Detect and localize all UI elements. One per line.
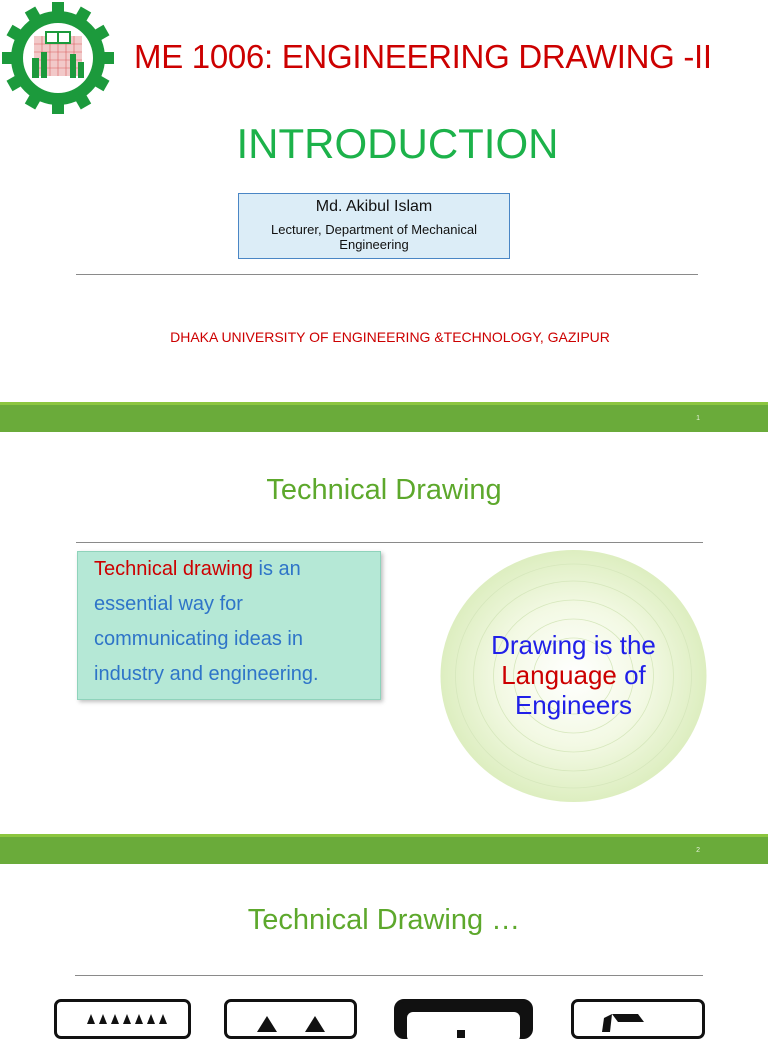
peaks-icon: [227, 1002, 354, 1042]
definition-highlight: Technical drawing: [94, 558, 253, 580]
slide-title: Technical Drawing: [266, 474, 502, 506]
circle-line-2: [440, 660, 707, 690]
definition-rest: is an essential way for communicating ideas in industry and engineering.: [94, 558, 319, 685]
duet-logo-icon: [2, 2, 114, 114]
university-name: DHAKA UNIVERSITY OF ENGINEERING &TECHNOLOGY, GAZIPUR: [170, 329, 610, 345]
page-number: 1: [696, 415, 700, 422]
circle-line-1: Drawing is the: [491, 630, 656, 660]
divider: [76, 274, 698, 275]
slide-footer-bar: [0, 834, 768, 864]
triangles-row-icon: [57, 1002, 188, 1042]
slide-footer-bar: [0, 402, 768, 432]
divider: [76, 542, 703, 543]
definition-box: [77, 551, 381, 700]
circle-text: [440, 630, 707, 720]
divider: [75, 975, 703, 976]
circle-highlight: Language: [501, 660, 617, 690]
author-name: Md. Akibul Islam: [315, 198, 433, 215]
dark-panel-icon: [397, 1002, 530, 1042]
author-box: [238, 193, 510, 259]
definition-text: [94, 552, 370, 692]
symbol-icon-peaks: [224, 999, 357, 1039]
page-number: 2: [696, 847, 700, 854]
circle-of: of: [616, 660, 646, 690]
circle-line-3: Engineers: [514, 690, 633, 720]
arrow-symbol-icon: [574, 1002, 702, 1042]
symbol-icon-arrow: [571, 999, 705, 1039]
logo-duet-text: DUET: [44, 80, 72, 91]
author-role: Lecturer, Department of Mechanical Engineering: [271, 222, 477, 252]
slide-title: INTRODUCTION: [236, 120, 559, 167]
course-title: ME 1006: ENGINEERING DRAWING -II: [134, 38, 712, 75]
slide-1: [0, 0, 768, 402]
slide-title: Technical Drawing …: [247, 904, 521, 936]
symbol-icon-tiles: [54, 999, 191, 1039]
symbol-icon-dark: [394, 999, 533, 1039]
